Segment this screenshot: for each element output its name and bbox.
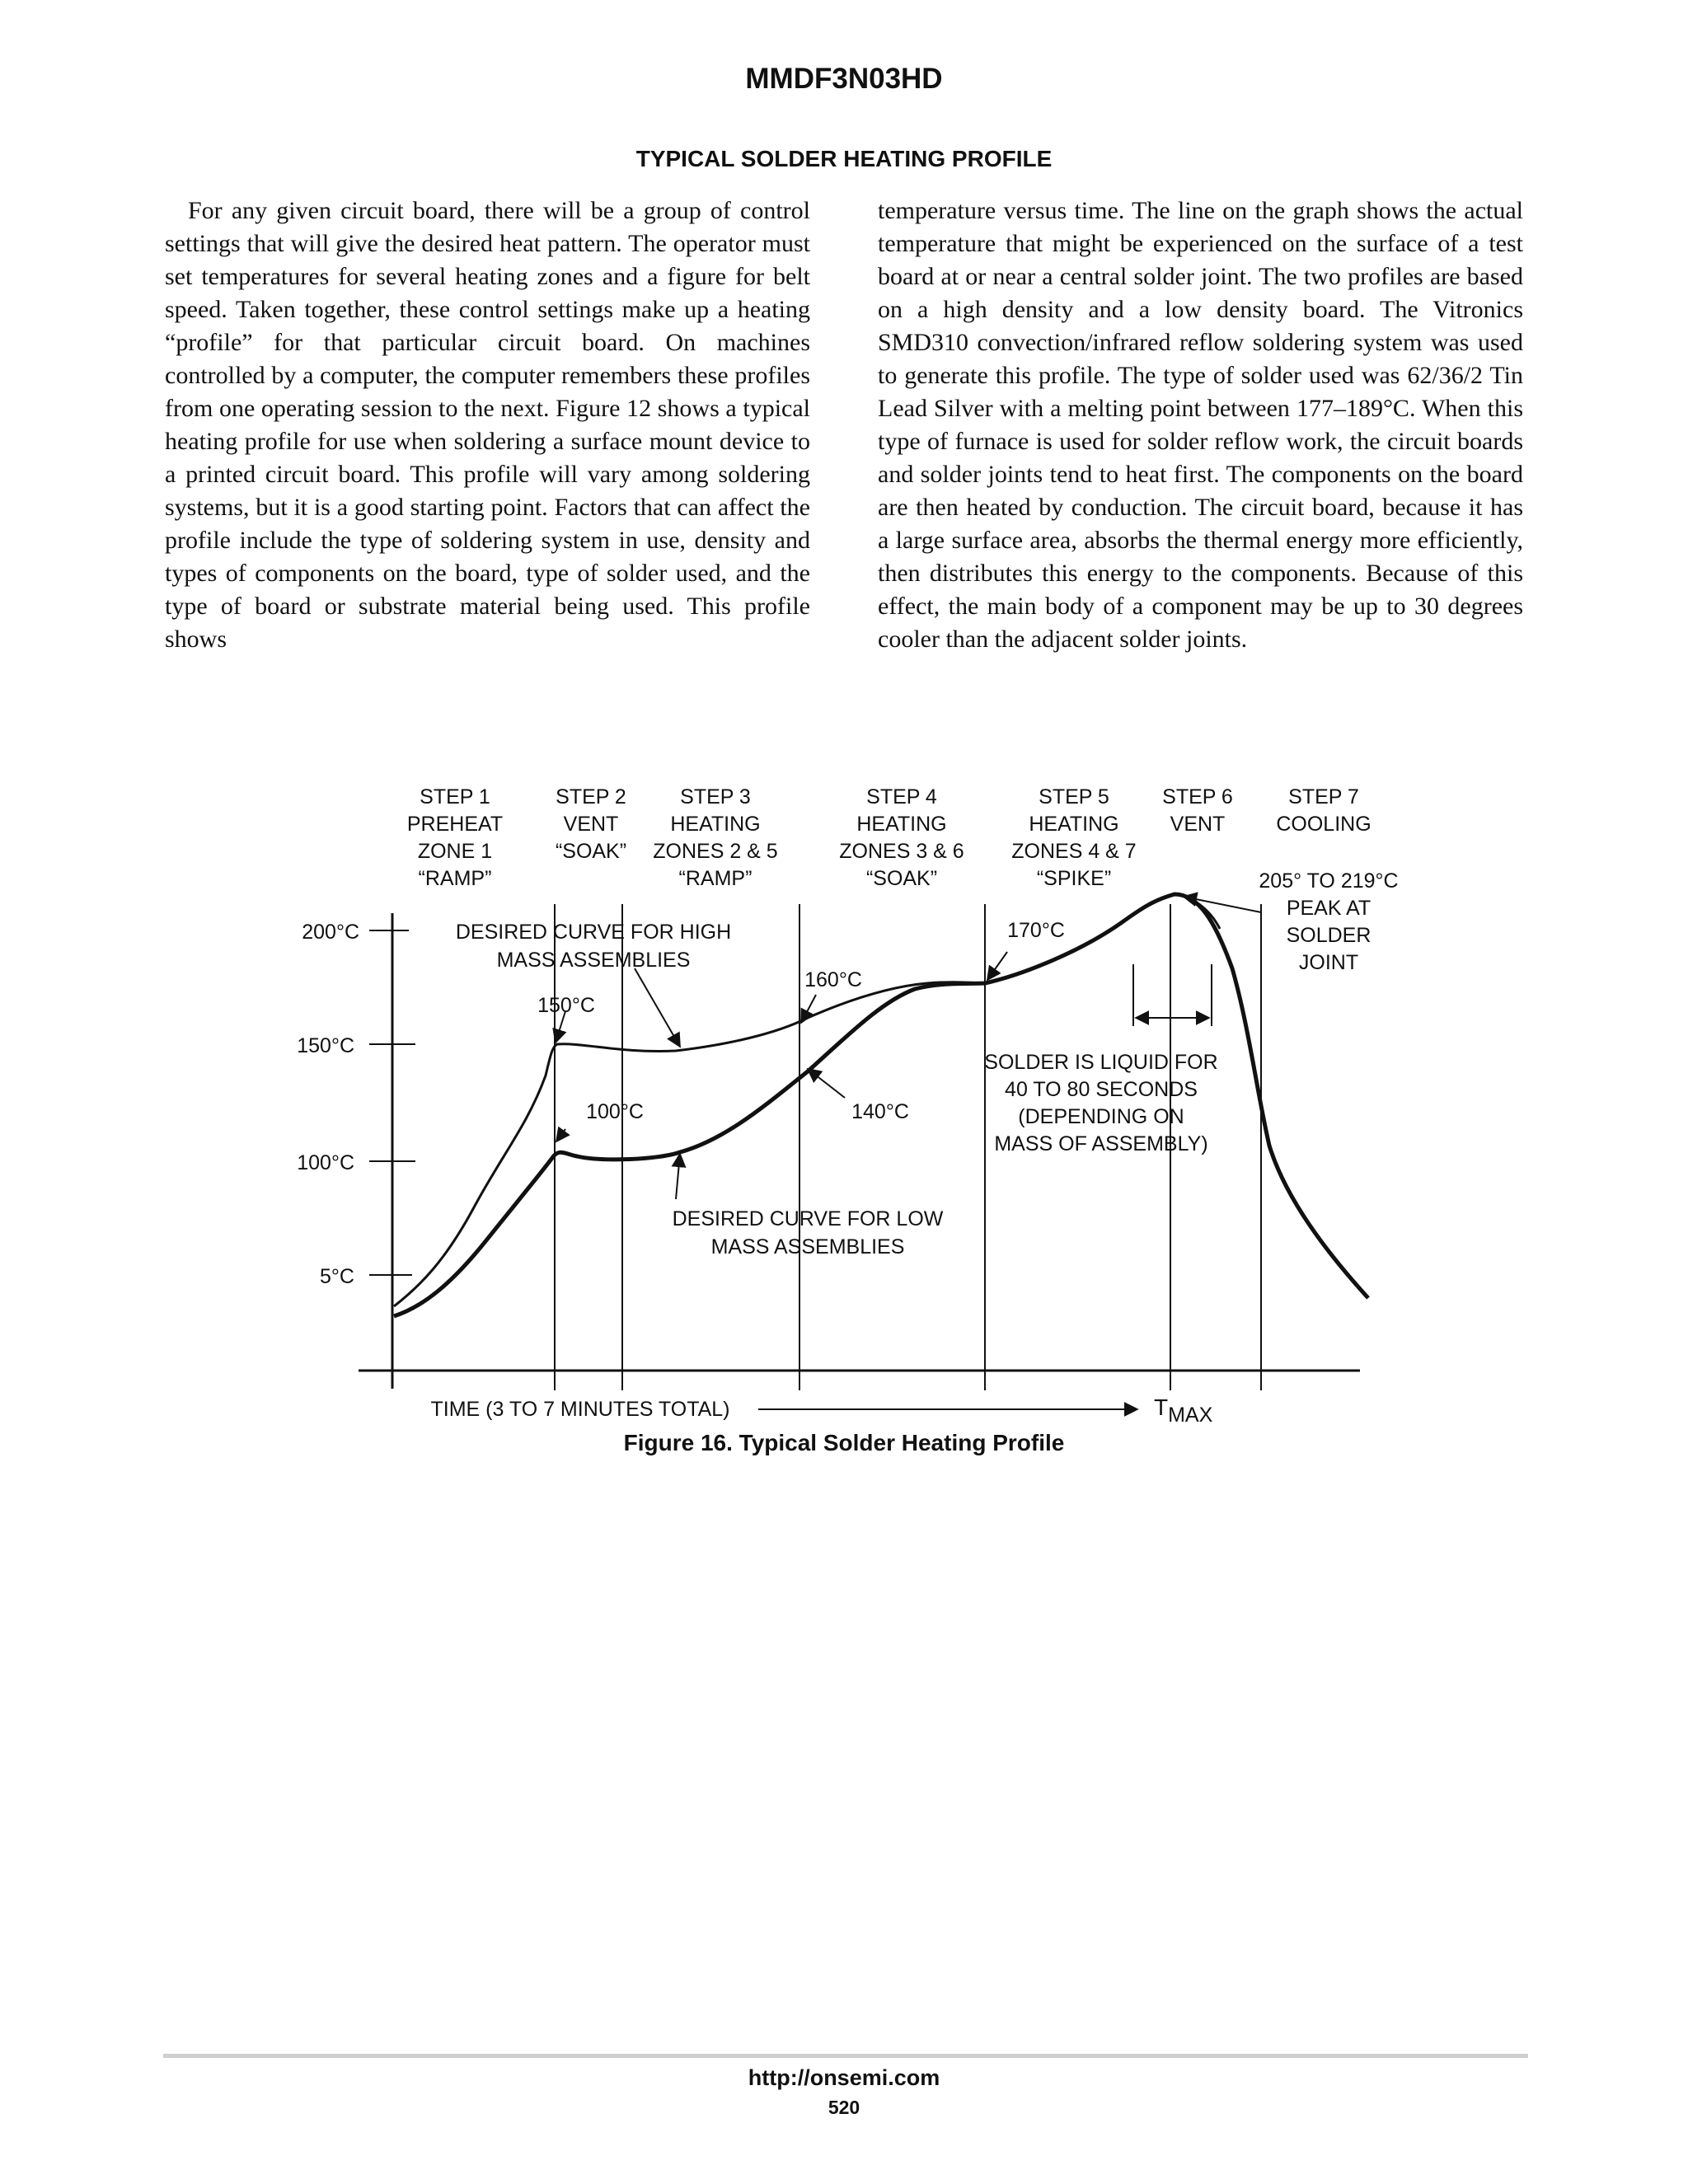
- section-title: TYPICAL SOLDER HEATING PROFILE: [635, 146, 1053, 171]
- step-7-line-2: COOLING: [1276, 813, 1372, 836]
- peak-label-line-3: SOLDER: [1286, 924, 1372, 947]
- label-150: 150°C: [537, 994, 595, 1017]
- step-2-line-3: “SOAK”: [555, 840, 627, 863]
- step-5-line-3: ZONES 4 & 7: [1011, 840, 1137, 863]
- step-1-line-3: ZONE 1: [417, 840, 493, 863]
- step-2-line-1: STEP 2: [556, 785, 626, 808]
- pointer-140: [808, 1069, 845, 1098]
- high-mass-label-line-1: DESIRED CURVE FOR HIGH: [455, 921, 732, 944]
- high-mass-label-line-2: MASS ASSEMBLIES: [496, 949, 691, 972]
- low-mass-curve-label: [673, 1207, 944, 1258]
- step-4-line-3: ZONES 3 & 6: [839, 840, 964, 863]
- tmax-subscript: MAX: [1168, 1404, 1213, 1422]
- label-170: 170°C: [1007, 919, 1065, 942]
- peak-temperature-label: [1259, 869, 1398, 974]
- step-1-label: [407, 785, 503, 890]
- step-4-line-2: HEATING: [856, 813, 947, 836]
- step-3-line-4: “RAMP”: [678, 867, 753, 890]
- pointer-170: [987, 952, 1007, 980]
- y-tick-150: 150°C: [297, 1034, 354, 1057]
- solder-liquid-label: [984, 1051, 1217, 1155]
- step-7-label: [1276, 785, 1371, 836]
- low-mass-label-line-2: MASS ASSEMBLIES: [710, 1235, 905, 1258]
- peak-label-line-4: JOINT: [1298, 951, 1359, 974]
- step-5-label: [1011, 785, 1136, 890]
- step-5-line-1: STEP 5: [1039, 785, 1109, 808]
- low-mass-label-line-1: DESIRED CURVE FOR LOW: [672, 1207, 944, 1230]
- peak-label-line-1: 205° TO 219°C: [1259, 869, 1399, 893]
- pointer-high-mass: [635, 968, 680, 1047]
- footer-url-link[interactable]: http://onsemi.com: [748, 2065, 940, 2090]
- figure-caption: Figure 16. Typical Solder Heating Profile: [623, 1430, 1065, 1455]
- step-2-line-2: VENT: [563, 813, 619, 836]
- body-text-left-column: For any given circuit board, there will be a group of control settings that will give the desired heat pattern. The operator must set temperatures for several heating zones and a figure for belt speed. Taken together, these control settings make up a heating “profile” for that particular circuit board. On machines controlled by a computer, the computer remembers these profiles from one operating session to the next. Figure 12 shows a typical heating profile for use when soldering a surface mount device to a printed circuit board. This profile will vary among soldering systems, but it is a good starting point. Factors that can affect the profile include the type of soldering system in use, density and types of components on the board, type of solder used, and the type of board or substrate material being used. This profile shows: [165, 197, 810, 653]
- y-tick-200: 200°C: [302, 921, 359, 944]
- page-number: 520: [828, 2097, 860, 2118]
- part-number: MMDF3N03HD: [745, 63, 943, 95]
- footer-divider: [163, 2054, 1528, 2058]
- solder-profile-figure: [247, 779, 1434, 1422]
- pointer-100: [556, 1129, 565, 1141]
- step-6-line-1: STEP 6: [1162, 785, 1233, 808]
- pointer-low-mass: [676, 1154, 680, 1199]
- liquid-label-line-2: 40 TO 80 SECONDS: [1005, 1078, 1198, 1101]
- label-140: 140°C: [851, 1100, 909, 1123]
- step-3-line-1: STEP 3: [680, 785, 751, 808]
- high-mass-curve-label: [456, 921, 731, 972]
- step-4-line-4: “SOAK”: [865, 867, 938, 890]
- step-3-line-3: ZONES 2 & 5: [653, 840, 778, 863]
- step-4-line-1: STEP 4: [866, 785, 937, 808]
- time-axis-label: TIME (3 TO 7 MINUTES TOTAL): [430, 1398, 730, 1421]
- step-6-label: [1162, 785, 1233, 836]
- liquid-label-line-4: MASS OF ASSEMBLY): [994, 1132, 1208, 1155]
- step-5-line-4: “SPIKE”: [1036, 867, 1112, 890]
- step-1-line-1: STEP 1: [420, 785, 490, 808]
- step-4-label: [839, 785, 964, 890]
- step-3-label: [653, 785, 777, 890]
- step-1-line-2: PREHEAT: [406, 813, 504, 836]
- step-6-line-2: VENT: [1170, 813, 1226, 836]
- tmax-main: T: [1154, 1394, 1169, 1420]
- step-5-line-2: HEATING: [1029, 813, 1119, 836]
- liquid-label-line-3: (DEPENDING ON: [1018, 1105, 1184, 1128]
- step-3-line-2: HEATING: [670, 813, 761, 836]
- step-7-line-1: STEP 7: [1288, 785, 1359, 808]
- step-1-line-4: “RAMP”: [418, 867, 492, 890]
- label-100: 100°C: [586, 1100, 644, 1123]
- y-tick-100: 100°C: [297, 1151, 354, 1174]
- tmax-label: [1154, 1394, 1213, 1422]
- label-160: 160°C: [804, 968, 862, 991]
- y-tick-5: 5°C: [320, 1265, 354, 1288]
- body-text-right-column: temperature versus time. The line on the graph shows the actual temperature that might be experienced on the surface of a test board at or near a central solder joint. The two profiles are based on a high density and a low density board. The Vitronics SMD310 convection/infrared reflow soldering system was used to generate this profile. The type of solder used was 62/36/2 Tin Lead Silver with a melting point between 177–189°C. When this type of furnace is used for solder reflow work, the circuit boards and solder joints tend to heat first. The components on the board are then heated by conduction. The circuit board, because it has a large surface area, absorbs the thermal energy more efficiently, then distributes this energy to the components. Because of this effect, the main body of a component may be up to 30 degrees cooler than the adjacent solder joints.: [878, 197, 1523, 653]
- step-2-label: [556, 785, 626, 863]
- peak-label-line-2: PEAK AT: [1286, 897, 1372, 920]
- liquid-label-line-1: SOLDER IS LIQUID FOR: [984, 1051, 1218, 1074]
